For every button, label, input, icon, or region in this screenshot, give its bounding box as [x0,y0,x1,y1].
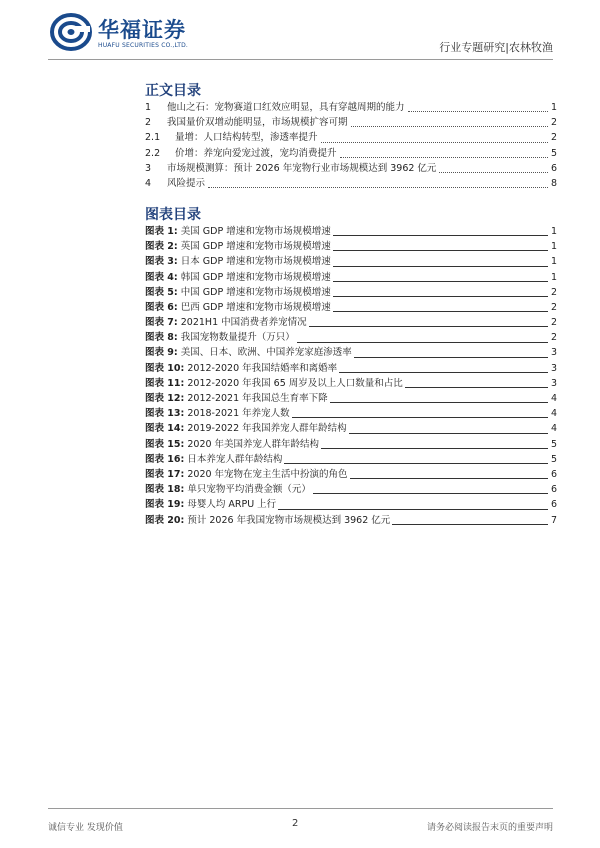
figure-entry-title: 日本 GDP 增速和宠物市场规模增速 [180,256,331,268]
figure-entry-label: 图表 8: [145,332,178,344]
figure-list-title: 图表目录 [145,207,201,223]
figure-entry[interactable] [145,239,557,254]
toc-entry-number: 2.2 [145,147,161,159]
toc-entry-page: 1 [550,101,557,113]
toc-entry[interactable] [145,115,557,130]
footer-divider [48,808,553,809]
figure-leader [405,387,548,388]
figure-leader [392,524,548,525]
toc-entry-page: 8 [550,177,557,189]
figure-entry-label: 图表 9: [145,347,178,359]
figure-leader [297,342,548,343]
figure-entry-page: 3 [550,377,557,389]
figure-entry-label: 图表 7: [145,317,178,329]
figure-entry-title: 预计 2026 年我国宠物市场规模达到 3962 亿元 [187,514,391,526]
toc-entry-number: 4 [145,177,152,189]
figure-entry-page: 5 [550,453,557,465]
figure-entry[interactable] [145,376,557,391]
figure-entry[interactable] [145,421,557,436]
figure-entry-label: 图表 19: [145,499,185,511]
figure-leader [309,326,548,327]
figure-entry-page: 3 [550,362,557,374]
toc-entry[interactable] [145,146,557,161]
figure-leader [349,433,548,434]
figure-entry[interactable] [145,497,557,512]
figure-entry[interactable] [145,254,557,269]
toc-entry-page: 6 [550,162,557,174]
figure-entry-label: 图表 16: [145,453,185,465]
toc-leader [321,142,548,143]
brand-name-en: HUAFU SECURITIES CO.,LTD. [98,42,189,49]
figure-leader [350,478,548,479]
figure-leader [278,509,548,510]
figure-leader [333,235,548,236]
figure-entry-page: 2 [550,286,557,298]
figure-entry[interactable] [145,406,557,421]
figure-entry-page: 6 [550,499,557,511]
figure-entry-title: 我国宠物数量提升（万只） [180,332,295,344]
figure-entry-page: 2 [550,301,557,313]
figure-entry-page: 4 [550,393,557,405]
figure-entry-label: 图表 1: [145,225,178,237]
figure-entry-label: 图表 5: [145,286,178,298]
toc-entry-number: 2.1 [145,132,161,144]
figure-entry-title: 2012-2021 年我国总生育率下降 [187,393,328,405]
figure-entry-page: 3 [550,347,557,359]
toc-leader [439,172,548,173]
toc-title: 正文目录 [145,83,201,99]
report-type: 行业专题研究|农林牧渔 [439,41,553,54]
toc-entry-number: 2 [145,117,152,129]
figure-entry[interactable] [145,513,557,528]
figure-entry[interactable] [145,285,557,300]
figure-entry-title: 英国 GDP 增速和宠物市场规模增速 [180,241,331,253]
figure-entry-title: 2012-2020 年我国 65 周岁及以上人口数量和占比 [187,377,403,389]
figure-entry[interactable] [145,391,557,406]
figure-entry-label: 图表 6: [145,301,178,313]
figure-entry[interactable] [145,315,557,330]
figure-entry-label: 图表 15: [145,438,185,450]
toc-leader [351,126,548,127]
figure-entry-label: 图表 13: [145,408,185,420]
figure-entry[interactable] [145,346,557,361]
figure-entry-title: 单只宠物平均消费金额（元） [187,484,311,496]
page-header [0,0,600,66]
figure-entry-title: 韩国 GDP 增速和宠物市场规模增速 [180,271,331,283]
toc-entry-title: 市场规模测算：预计 2026 年宠物行业市场规模达到 3962 亿元 [167,162,437,174]
toc-entry-page: 5 [550,147,557,159]
figure-entry-page: 5 [550,438,557,450]
figure-entry-title: 美国 GDP 增速和宠物市场规模增速 [180,225,331,237]
figure-entry-label: 图表 20: [145,514,185,526]
toc-entry[interactable] [145,130,557,145]
toc-leader [340,157,548,158]
figure-entry-title: 中国 GDP 增速和宠物市场规模增速 [180,286,331,298]
figure-entry[interactable] [145,452,557,467]
figure-entry-label: 图表 14: [145,423,185,435]
toc-entry-title: 量增：人口结构转型，渗透率提升 [175,132,318,144]
figure-entry[interactable] [145,330,557,345]
figure-entry[interactable] [145,300,557,315]
figure-entry-page: 6 [550,468,557,480]
figure-leader [330,402,548,403]
figure-entry-title: 日本养宠人群年龄结构 [187,453,283,465]
figure-leader [333,296,548,297]
brand-name: 华福证券 [98,18,186,42]
figure-entry[interactable] [145,482,557,497]
figure-entry-page: 6 [550,484,557,496]
figure-leader [292,417,548,418]
brand-logo [50,10,210,54]
figure-entry[interactable] [145,467,557,482]
toc-entry[interactable] [145,100,557,115]
figure-entry-title: 2018-2021 年养宠人数 [187,408,290,420]
figure-entry-page: 7 [550,514,557,526]
figure-entry-title: 母婴人均 ARPU 上行 [187,499,277,511]
page-number: 2 [292,818,299,829]
figure-entry-page: 1 [550,225,557,237]
figure-list [145,224,557,528]
brand-logo-icon [50,12,94,52]
figure-entry-label: 图表 17: [145,468,185,480]
figure-entry-label: 图表 3: [145,256,178,268]
footer-slogan: 诚信专业 发现价值 [48,823,123,833]
figure-leader [333,311,548,312]
figure-entry[interactable] [145,361,557,376]
toc-entry-title: 风险提示 [167,177,206,189]
figure-entry-label: 图表 4: [145,271,178,283]
figure-entry-page: 2 [550,317,557,329]
figure-entry-title: 巴西 GDP 增速和宠物市场规模增速 [180,301,331,313]
figure-entry-title: 2020 年美国养宠人群年龄结构 [187,438,320,450]
figure-entry-title: 2012-2020 年我国结婚率和离婚率 [187,362,338,374]
figure-entry-label: 图表 11: [145,377,185,389]
figure-entry-title: 2019-2022 年我国养宠人群年龄结构 [187,423,347,435]
figure-leader [333,281,548,282]
figure-entry[interactable] [145,437,557,452]
toc-entry[interactable] [145,176,557,191]
toc-leader [408,111,548,112]
figure-leader [354,357,548,358]
figure-entry-page: 4 [550,408,557,420]
figure-leader [333,266,548,267]
figure-entry-page: 1 [550,271,557,283]
figure-entry-title: 2020 年宠物在宠主生活中扮演的角色 [187,468,348,480]
figure-entry-label: 图表 10: [145,362,185,374]
figure-entry-title: 2021H1 中国消费者养宠情况 [180,317,307,329]
figure-entry-title: 美国、日本、欧洲、中国养宠家庭渗透率 [180,347,352,359]
figure-entry-label: 图表 18: [145,484,185,496]
figure-entry-label: 图表 2: [145,241,178,253]
toc-entry-page: 2 [550,117,557,129]
footer-disclaimer: 请务必阅读报告末页的重要声明 [426,823,553,833]
figure-leader [321,448,548,449]
toc-entry[interactable] [145,161,557,176]
figure-entry-label: 图表 12: [145,393,185,405]
toc-entry-title: 价增：养宠向爱宠过渡，宠均消费提升 [175,147,337,159]
toc-entry-title: 我国量价双增动能明显，市场规模扩容可期 [167,117,348,129]
figure-leader [339,372,548,373]
toc-entry-number: 1 [145,101,152,113]
figure-entry[interactable] [145,224,557,239]
toc-list [145,100,557,191]
figure-entry-page: 1 [550,256,557,268]
figure-leader [313,493,548,494]
toc-entry-number: 3 [145,162,152,174]
toc-leader [208,187,548,188]
figure-entry-page: 1 [550,241,557,253]
figure-entry-page: 2 [550,332,557,344]
header-divider [48,59,553,60]
figure-entry[interactable] [145,270,557,285]
figure-leader [333,250,548,251]
toc-entry-page: 2 [550,132,557,144]
figure-entry-page: 4 [550,423,557,435]
toc-entry-title: 他山之石：宠物赛道口红效应明显，具有穿越周期的能力 [167,101,405,113]
figure-leader [284,463,548,464]
